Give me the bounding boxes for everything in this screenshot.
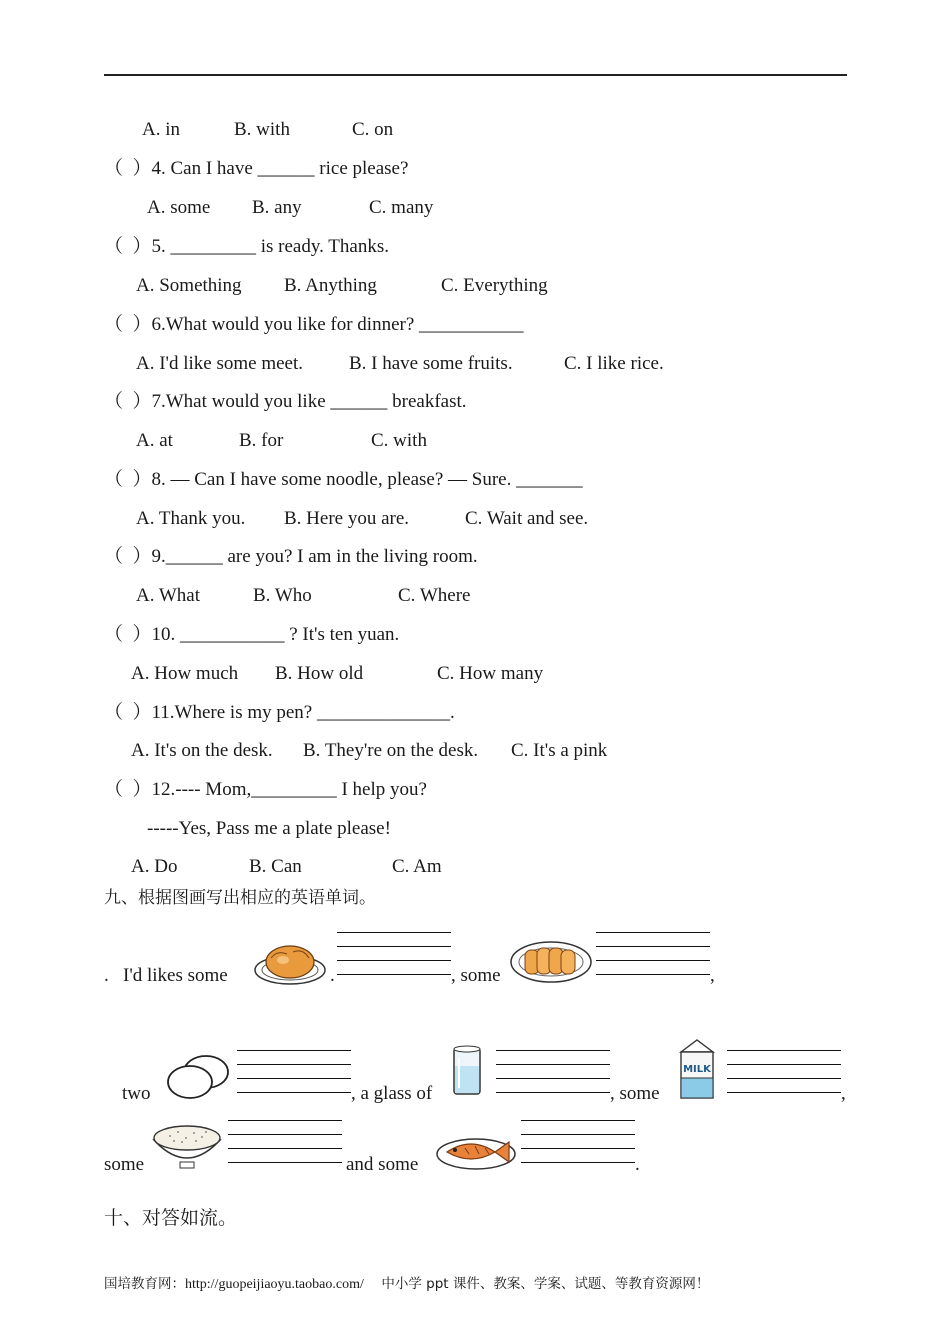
footer-tagline: 中小学 ppt 课件、教案、学案、试题、等教育资源网！ (381, 1276, 710, 1292)
q9-option-c: C. Where (398, 585, 471, 606)
milk-carton-picture (675, 1038, 719, 1100)
q10-option-a: A. How much (131, 663, 239, 684)
q3-option-a: A. in (142, 119, 180, 140)
q8-option-a: A. Thank you. (136, 508, 246, 529)
footer (104, 1272, 709, 1293)
question-12-reply: -----Yes, Pass me a plate please! (147, 818, 391, 839)
q9-option-a: A. What (136, 585, 201, 606)
answer-blank-chicken[interactable] (337, 932, 451, 988)
question-11: （ ）11.Where is my pen? ______________. (104, 702, 455, 723)
question-5: （ ）5. _________ is ready. Thanks. (104, 236, 389, 257)
row1-mid: , some (451, 965, 501, 986)
q7-option-b: B. for (239, 430, 284, 451)
row1-prefix: . I'd likes some (104, 965, 228, 986)
q9-option-b: B. Who (253, 585, 312, 606)
footer-site-label: 国培教育网： (104, 1276, 185, 1292)
row3-prefix: some (104, 1154, 145, 1175)
question-9: （ ）9.______ are you? I am in the living room. (104, 546, 478, 567)
q11-option-b: B. They're on the desk. (303, 740, 479, 761)
row1-sep: . (330, 965, 335, 986)
section-9-title: 九、根据图画写出相应的英语单词。 (104, 888, 376, 908)
question-6: （ ）6.What would you like for dinner? ___________ (104, 314, 524, 335)
question-4: （ ）4. Can I have ______ rice please? (104, 158, 409, 179)
q5-option-c: C. Everything (441, 275, 548, 296)
answer-blank-eggs[interactable] (237, 1050, 351, 1106)
row2-end: , (841, 1083, 846, 1104)
q3-option-b: B. with (234, 119, 290, 140)
q11-option-c: C. It's a pink (511, 740, 608, 761)
answer-blank-rice[interactable] (228, 1120, 342, 1176)
question-12: （ ）12.---- Mom,_________ I help you? (104, 779, 427, 800)
q12-option-c: C. Am (392, 856, 442, 877)
question-7: （ ）7.What would you like ______ breakfast. (104, 391, 467, 412)
q5-option-b: B. Anything (284, 275, 377, 296)
q6-option-b: B. I have some fruits. (349, 353, 513, 374)
q12-option-a: A. Do (131, 856, 178, 877)
answer-blank-milk[interactable] (727, 1050, 841, 1106)
footer-url[interactable]: http://guopeijiaoyu.taobao.com/ (185, 1277, 364, 1292)
answer-blank-fish[interactable] (521, 1120, 635, 1176)
q4-option-b: B. any (252, 197, 302, 218)
fish-picture (435, 1130, 517, 1172)
water-glass-picture (450, 1044, 484, 1098)
header-rule (104, 74, 847, 76)
answer-blank-bread[interactable] (596, 932, 710, 988)
q7-option-a: A. at (136, 430, 173, 451)
q6-option-c: C. I like rice. (564, 353, 664, 374)
row2-mid2: , some (610, 1083, 660, 1104)
milk-label: MILK (683, 1064, 711, 1075)
q4-option-c: C. many (369, 197, 434, 218)
eggs-picture (164, 1052, 232, 1100)
q3-option-c: C. on (352, 119, 394, 140)
q11-option-a: A. It's on the desk. (131, 740, 273, 761)
chicken-picture (253, 940, 327, 986)
bread-picture (509, 934, 593, 984)
question-10: （ ）10. ___________ ? It's ten yuan. (104, 624, 400, 645)
row3-end: . (635, 1154, 640, 1175)
rice-bowl-picture (150, 1118, 224, 1172)
section-10-title: 十、对答如流。 (104, 1207, 238, 1229)
q8-option-c: C. Wait and see. (465, 508, 589, 529)
q10-option-b: B. How old (275, 663, 364, 684)
row2-prefix: two (122, 1083, 151, 1104)
q7-option-c: C. with (371, 430, 427, 451)
q10-option-c: C. How many (437, 663, 544, 684)
q12-option-b: B. Can (249, 856, 302, 877)
q6-option-a: A. I'd like some meet. (136, 353, 303, 374)
question-8: （ ）8. — Can I have some noodle, please? — Sure. _______ (104, 469, 583, 490)
row1-end: , (710, 965, 715, 986)
answer-blank-water[interactable] (496, 1050, 610, 1106)
q8-option-b: B. Here you are. (284, 508, 410, 529)
row3-mid: and some (346, 1154, 419, 1175)
q4-option-a: A. some (147, 197, 211, 218)
q5-option-a: A. Something (136, 275, 242, 296)
row2-mid1: , a glass of (351, 1083, 433, 1104)
